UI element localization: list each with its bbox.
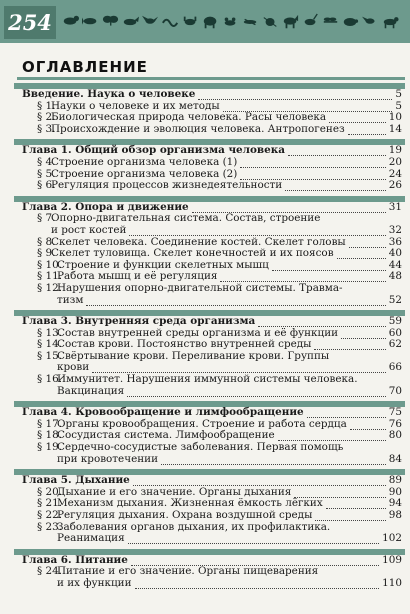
- page-ref: 48: [388, 270, 402, 283]
- chapter-title: Глава 3. Внутренняя среда организма: [22, 315, 256, 328]
- bird-icon: [362, 13, 379, 31]
- paragraph-number: § 4.: [37, 155, 56, 168]
- elephant-icon: [202, 13, 219, 31]
- frog-icon: [222, 13, 239, 31]
- paragraph-number: § 15.: [37, 349, 63, 362]
- table-of-contents: [0, 80, 410, 590]
- paragraph-number: § 14.: [37, 338, 63, 351]
- animal-decoration-strip: [62, 10, 406, 34]
- item-title: Реанимация: [57, 532, 125, 545]
- item-title: Дыхание и его значение. Органы дыхания: [57, 485, 292, 498]
- page-ref: 76: [388, 417, 402, 430]
- page-ref: 84: [388, 452, 402, 465]
- paragraph-number: § 5.: [37, 167, 56, 180]
- chapter-heading[interactable]: [0, 89, 410, 101]
- item-title: Строение организма человека (1): [51, 155, 238, 168]
- item-title: крови: [57, 361, 90, 374]
- dot-leader: [285, 189, 386, 191]
- item-title: Строение и функции скелетных мышц: [57, 258, 269, 271]
- item-title: Скелет человека. Соединение костей. Скелет головы: [51, 235, 346, 248]
- page-ref: 94: [388, 497, 402, 510]
- item-title: Вакцинация: [57, 384, 125, 397]
- paragraph-number: § 6.: [37, 179, 56, 192]
- paragraph-number: § 21.: [37, 497, 63, 510]
- item-title: Нарушения опорно-двигательной системы. Травма-: [57, 281, 343, 294]
- toc-item[interactable]: [0, 442, 410, 454]
- cat-icon: [62, 13, 79, 31]
- paragraph-number: § 16.: [37, 373, 63, 386]
- fish-icon: [82, 13, 99, 31]
- snake-icon: [162, 13, 179, 31]
- dot-leader: [127, 395, 386, 397]
- item-title: Иммунитет. Нарушения иммунной системы человека.: [57, 373, 358, 386]
- toc-chapter: [0, 310, 410, 397]
- toc-item-continuation: [0, 454, 410, 466]
- bird-icon: [142, 13, 159, 31]
- dot-leader: [135, 587, 380, 589]
- page-ref: 44: [388, 258, 402, 271]
- item-title: Сосудистая система. Лимфообращение: [57, 429, 275, 442]
- item-title: Состав внутренней среды организма и её функции: [57, 326, 339, 339]
- page-ref: 36: [388, 235, 402, 248]
- item-title: Питание и его значение. Органы пищеварения: [57, 565, 319, 578]
- chapter-title: Глава 4. Кровообращение и лимфообращение: [22, 406, 304, 419]
- item-title: Строение организма человека (2): [51, 167, 238, 180]
- dot-leader: [161, 463, 386, 465]
- toc-item[interactable]: [0, 374, 410, 386]
- paragraph-number: § 22.: [37, 509, 63, 521]
- horse-icon: [282, 13, 299, 31]
- page-ref: 70: [388, 384, 402, 397]
- paragraph-number: § 2.: [37, 111, 56, 124]
- dragonfly-icon: [322, 13, 339, 31]
- page-ref: 10: [388, 111, 402, 124]
- toc-item[interactable]: [0, 248, 410, 260]
- toc-item[interactable]: [0, 124, 410, 136]
- paragraph-number: § 8.: [37, 235, 56, 248]
- beetle-icon: [262, 13, 279, 31]
- toc-item[interactable]: [0, 283, 410, 295]
- paragraph-number: § 23.: [37, 520, 63, 533]
- paragraph-number: § 24.: [37, 565, 63, 578]
- paragraph-number: § 11.: [37, 270, 63, 283]
- chapter-title: Глава 6. Питание: [22, 553, 128, 566]
- paragraph-number: § 7.: [37, 212, 56, 225]
- page-ref: 66: [388, 361, 402, 374]
- item-title: Биологическая природа человека. Расы человека: [51, 111, 327, 124]
- page-number: 254: [4, 6, 56, 39]
- dot-leader: [128, 542, 380, 544]
- chapter-title: Введение. Наука о человеке: [22, 88, 196, 100]
- page-ref: 52: [388, 293, 402, 306]
- paragraph-number: § 17.: [37, 417, 63, 430]
- dog-icon: [382, 13, 399, 31]
- page-ref: 75: [388, 406, 402, 419]
- crab-icon: [182, 13, 199, 31]
- toc-item[interactable]: [0, 157, 410, 169]
- item-title: Работа мышц и её регуляция: [57, 270, 218, 283]
- toc-item-continuation: [0, 386, 410, 398]
- page-ref: 98: [388, 509, 402, 521]
- item-title: Скелет туловища. Скелет конечностей и их поясов: [51, 247, 334, 260]
- toc-title: ОГЛАВЛЕНИЕ: [22, 58, 148, 76]
- item-title: тизм: [57, 293, 84, 306]
- toc-item-continuation: [0, 295, 410, 307]
- item-title: при кровотечении: [57, 452, 159, 465]
- toc-item-continuation: [0, 533, 410, 545]
- dot-leader: [86, 304, 385, 306]
- page-ref: 89: [388, 474, 402, 487]
- toc-chapter: [0, 83, 410, 135]
- lizard-icon: [242, 13, 259, 31]
- item-title: Органы кровообращения. Строение и работа сердца: [57, 417, 347, 430]
- butterfly-icon: [102, 13, 119, 31]
- page-ref: 62: [388, 338, 402, 351]
- deer-icon: [302, 13, 319, 31]
- paragraph-number: § 20.: [37, 485, 63, 498]
- item-title: и рост костей: [51, 223, 127, 236]
- item-title: и их функции: [57, 576, 132, 589]
- toc-item[interactable]: [0, 510, 410, 522]
- chapter-title: Глава 5. Дыхание: [22, 474, 130, 487]
- item-title: Науки о человеке и их методы: [51, 99, 220, 112]
- paragraph-number: § 18.: [37, 429, 63, 442]
- item-title: Свёртывание крови. Переливание крови. Группы: [57, 349, 330, 362]
- toc-chapter: [0, 401, 410, 465]
- toc-item-continuation: [0, 225, 410, 237]
- page-ref: 5: [395, 88, 402, 100]
- toc-item-continuation: [0, 578, 410, 590]
- toc-item[interactable]: [0, 180, 410, 192]
- item-title: Механизм дыхания. Жизненная ёмкость лёгких: [57, 497, 323, 510]
- paragraph-number: § 9.: [37, 247, 56, 260]
- page-ref: 109: [382, 553, 402, 566]
- page-ref: 20: [388, 155, 402, 168]
- wolf-icon: [122, 13, 139, 31]
- page-ref: 60: [388, 326, 402, 339]
- item-title: Происхождение и эволюция человека. Антропогенез: [51, 122, 345, 135]
- dot-leader: [348, 133, 386, 135]
- toc-chapter: [0, 549, 410, 590]
- item-title: Сердечно-сосудистые заболевания. Первая помощь: [57, 441, 344, 454]
- paragraph-number: § 13.: [37, 326, 63, 339]
- page-ref: 24: [388, 167, 402, 180]
- header-band: [0, 0, 410, 43]
- toc-chapter: [0, 196, 410, 306]
- item-title: Регуляция дыхания. Охрана воздушной среды: [57, 509, 313, 521]
- toc-chapter: [0, 469, 410, 545]
- page-ref: 102: [382, 532, 402, 545]
- page-ref: 32: [388, 223, 402, 236]
- paragraph-number: § 19.: [37, 441, 63, 454]
- page-ref: 31: [388, 200, 402, 213]
- page-ref: 110: [382, 576, 402, 589]
- chapter-title: Глава 2. Опора и движение: [22, 200, 189, 213]
- paragraph-number: § 10.: [37, 258, 63, 271]
- item-title: Состав крови. Постоянство внутренней среды: [57, 338, 312, 351]
- paragraph-number: § 1.: [37, 99, 56, 112]
- paragraph-number: § 3.: [37, 122, 56, 135]
- page-ref: 80: [388, 429, 402, 442]
- page-ref: 19: [388, 144, 402, 157]
- page-ref: 5: [395, 99, 402, 112]
- paragraph-number: § 12.: [37, 281, 63, 294]
- toc-chapter: [0, 139, 410, 191]
- turtle-icon: [342, 13, 359, 31]
- page-ref: 40: [388, 247, 402, 260]
- page-ref: 59: [388, 315, 402, 328]
- item-title: Регуляция процессов жизнедеятельности: [51, 179, 283, 192]
- chapter-heading[interactable]: [0, 316, 410, 328]
- item-title: Заболевания органов дыхания, их профилактика.: [57, 520, 331, 533]
- page-ref: 26: [388, 179, 402, 192]
- item-title: Опорно-двигательная система. Состав, строение: [51, 212, 321, 225]
- page-ref: 90: [388, 485, 402, 498]
- chapter-title: Глава 1. Общий обзор организма человека: [22, 144, 285, 157]
- page-ref: 14: [388, 122, 402, 135]
